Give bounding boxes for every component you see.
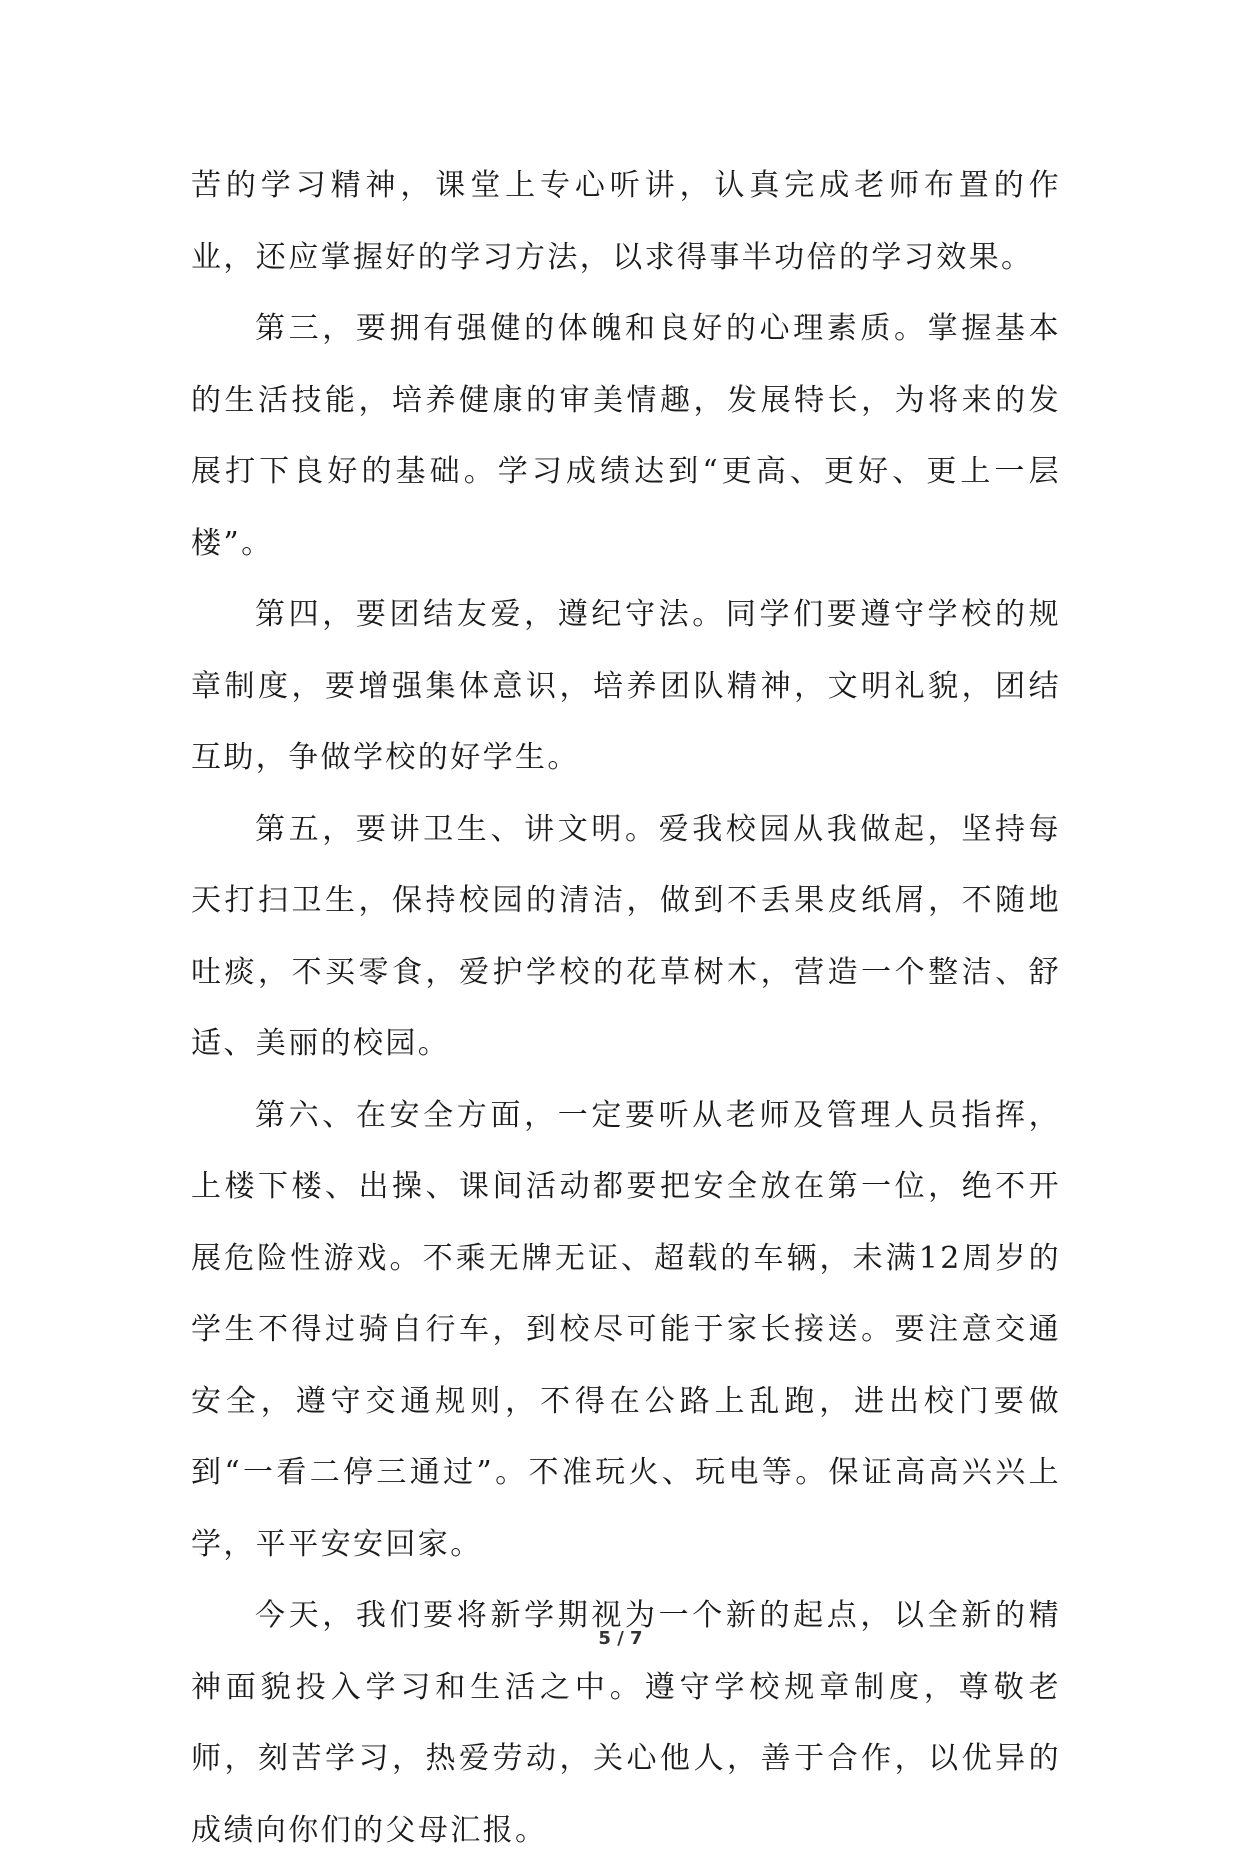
paragraph-today: 今天，我们要将新学期视为一个新的起点，以全新的精神面貌投入学习和生活之中。遵守学校规章制度，尊敬老师，刻苦学习，热爱劳动，关心他人，善于合作，以优异的成绩向你们的父母汇报。 xyxy=(191,1598,1061,1848)
page-number: 5 / 7 xyxy=(598,1628,643,1649)
paragraph-sixth-point: 第六、在安全方面，一定要听从老师及管理人员指挥，上楼下楼、出操、课间活动都要把安全放在第一位，绝不开展危险性游戏。不乘无牌无证、超载的车辆，未满12周岁的学生不得过骑自行车，到校尽可能于家长接送。要注意交通安全，遵守交通规则，不得在公路上乱跑，进出校门要做到“一看二停三通过”。不准玩火、玩电等。保证高高兴兴上学，平平安安回家。 xyxy=(191,1097,1061,1562)
paragraph-fourth-point: 第四，要团结友爱，遵纪守法。同学们要遵守学校的规章制度，要增强集体意识，培养团队精神，文明礼貌，团结互助，争做学校的好学生。 xyxy=(191,597,1061,775)
paragraph-fifth-point: 第五，要讲卫生、讲文明。爱我校园从我做起，坚持每天打扫卫生，保持校园的清洁，做到不丢果皮纸屑，不随地吐痰，不买零食，爱护学校的花草树木，营造一个整洁、舒适、美丽的校园。 xyxy=(191,811,1061,1061)
paragraph-continuation: 苦的学习精神，课堂上专心听讲，认真完成老师布置的作业，还应掌握好的学习方法，以求得事半功倍的学习效果。 xyxy=(191,168,1061,275)
paragraph-third-point: 第三，要拥有强健的体魄和良好的心理素质。掌握基本的生活技能，培养健康的审美情趣，发展特长，为将来的发展打下良好的基础。学习成绩达到“更高、更好、更上一层楼”。 xyxy=(191,311,1061,561)
body-text xyxy=(191,150,1061,1866)
